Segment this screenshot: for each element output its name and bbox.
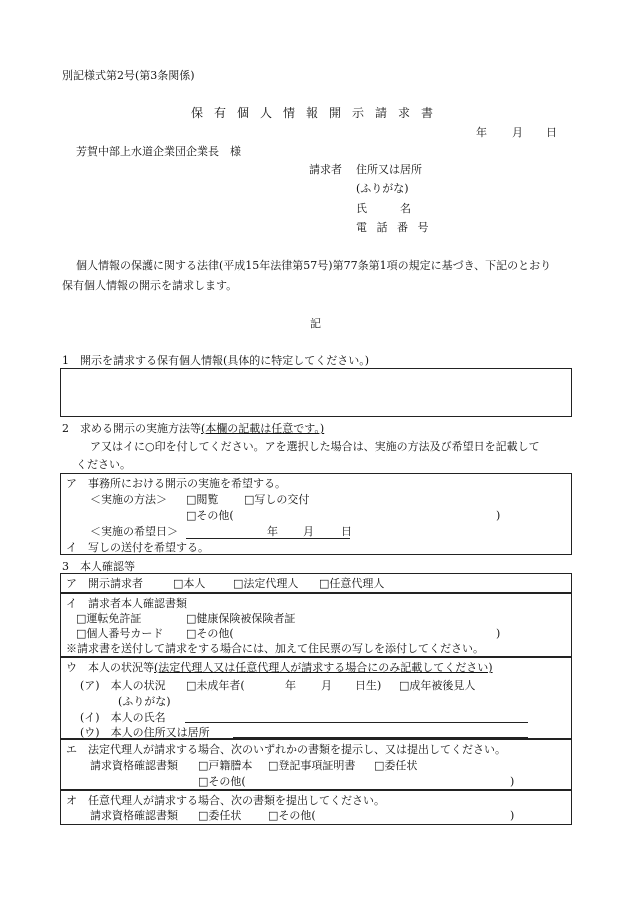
preferred-date-label: ＜実施の希望日＞ bbox=[90, 525, 178, 538]
adult-ward-checkbox[interactable]: □成年被後見人 bbox=[399, 679, 476, 692]
legal-other-checkbox[interactable]: □その他( bbox=[198, 775, 246, 788]
document-title: 保有個人情報開示請求書 bbox=[191, 106, 445, 120]
name-label: 氏 名 bbox=[356, 202, 411, 215]
addressee: 芳賀中部上水道企業団企業長 様 bbox=[76, 145, 241, 158]
requester-legal-agent-checkbox[interactable]: □法定代理人 bbox=[233, 577, 299, 590]
doc-drivers-license-checkbox[interactable]: □運転免許証 bbox=[76, 612, 142, 625]
form-number: 別記様式第2号(第3条関係) bbox=[62, 69, 195, 82]
registry-certificate-checkbox[interactable]: □登記事項証明書 bbox=[268, 759, 356, 772]
section2-optional-note: (本欄の記載は任意です。) bbox=[201, 422, 325, 435]
voluntary-agent-docs-heading: オ 任意代理人が請求する場合、次の書類を提出してください。 bbox=[66, 794, 385, 807]
furigana-label: (ふりがな) bbox=[356, 182, 409, 195]
voluntary-agent-docs-label: 請求資格確認書類 bbox=[90, 809, 178, 822]
principal-address-field[interactable] bbox=[233, 737, 528, 738]
method-copy-checkbox[interactable]: □写しの交付 bbox=[244, 493, 310, 506]
legal-proxy-checkbox[interactable]: □委任状 bbox=[374, 759, 418, 772]
intro-line-2: 保有個人情報の開示を請求します。 bbox=[62, 279, 238, 292]
address-label: 住所又は居所 bbox=[356, 163, 422, 176]
requester-self-checkbox[interactable]: □本人 bbox=[173, 577, 206, 590]
legal-other-close: ) bbox=[510, 775, 515, 788]
preferred-date-year: 年 bbox=[267, 525, 278, 538]
id-documents-note: ※請求書を送付して請求をする場合には、加えて住民票の写しを添付してください。 bbox=[66, 642, 484, 655]
voluntary-other-close: ) bbox=[510, 809, 515, 822]
method-other-checkbox[interactable]: □その他( bbox=[186, 509, 234, 522]
voluntary-other-checkbox[interactable]: □その他( bbox=[268, 809, 316, 822]
minor-checkbox[interactable]: □未成年者( bbox=[186, 679, 245, 692]
ki-heading: 記 bbox=[310, 317, 321, 330]
birth-day-label: 日生) bbox=[355, 679, 382, 692]
voluntary-proxy-checkbox[interactable]: □委任状 bbox=[198, 809, 242, 822]
section2-note-line-1: ア又はイに○印を付してください。アを選択した場合は、実施の方法及び希望日を記載して bbox=[90, 440, 540, 453]
principal-name-field[interactable] bbox=[185, 722, 528, 723]
date-year-label: 年 bbox=[476, 126, 487, 139]
method-view-checkbox[interactable]: □閲覧 bbox=[186, 493, 219, 506]
method-other-close: ) bbox=[496, 509, 501, 522]
date-month-label: 月 bbox=[512, 126, 523, 139]
method-label: ＜実施の方法＞ bbox=[90, 493, 167, 506]
section3-heading: 3 本人確認等 bbox=[62, 560, 135, 573]
section1-heading: 1 開示を請求する保有個人情報(具体的に特定してください。) bbox=[62, 354, 370, 367]
option-a-office[interactable]: ア 事務所における開示の実施を希望する。 bbox=[66, 477, 286, 490]
family-register-checkbox[interactable]: □戸籍謄本 bbox=[198, 759, 253, 772]
preferred-date-underline[interactable] bbox=[186, 538, 350, 539]
section2-note-line-2: ください。 bbox=[76, 458, 131, 471]
doc-other-checkbox[interactable]: □その他( bbox=[186, 627, 234, 640]
requester-type-label: ア 開示請求者 bbox=[66, 577, 143, 590]
principal-status-heading-text: ウ 本人の状況等 bbox=[66, 661, 154, 674]
birth-month-label: 月 bbox=[321, 679, 332, 692]
doc-other-close: ) bbox=[496, 627, 501, 640]
doc-my-number-card-checkbox[interactable]: □個人番号カード bbox=[76, 627, 164, 640]
requester-voluntary-agent-checkbox[interactable]: □任意代理人 bbox=[319, 577, 385, 590]
principal-status-heading bbox=[66, 661, 493, 674]
principal-name-label: (イ) 本人の氏名 bbox=[80, 711, 166, 724]
section2-heading bbox=[62, 422, 324, 435]
principal-furigana-label: (ふりがな) bbox=[118, 695, 171, 708]
date-day-label: 日 bbox=[546, 126, 557, 139]
doc-health-insurance-checkbox[interactable]: □健康保険被保険者証 bbox=[186, 612, 296, 625]
id-documents-heading: イ 請求者本人確認書類 bbox=[66, 597, 187, 610]
preferred-date-month: 月 bbox=[303, 525, 314, 538]
requested-info-field[interactable] bbox=[60, 368, 572, 417]
preferred-date-day: 日 bbox=[341, 525, 352, 538]
principal-address-label: (ウ) 本人の住所又は居所 bbox=[80, 726, 210, 739]
principal-status-label: (ア) 本人の状況 bbox=[80, 679, 166, 692]
option-i-mail[interactable]: イ 写しの送付を希望する。 bbox=[66, 541, 209, 554]
legal-agent-docs-heading: エ 法定代理人が請求する場合、次のいずれかの書類を提示し、又は提出してください。 bbox=[66, 743, 506, 756]
birth-year-label: 年 bbox=[285, 679, 296, 692]
phone-label: 電 話 番 号 bbox=[356, 221, 432, 234]
intro-line-1: 個人情報の保護に関する法律(平成15年法律第57号)第77条第1項の規定に基づき、下記のとおり bbox=[76, 259, 552, 272]
requester-label: 請求者 bbox=[309, 163, 342, 176]
legal-agent-docs-label: 請求資格確認書類 bbox=[90, 759, 178, 772]
section2-heading-text: 2 求める開示の実施方法等 bbox=[62, 422, 201, 435]
principal-status-note: (法定代理人又は任意代理人が請求する場合にのみ記載してください) bbox=[154, 661, 493, 674]
